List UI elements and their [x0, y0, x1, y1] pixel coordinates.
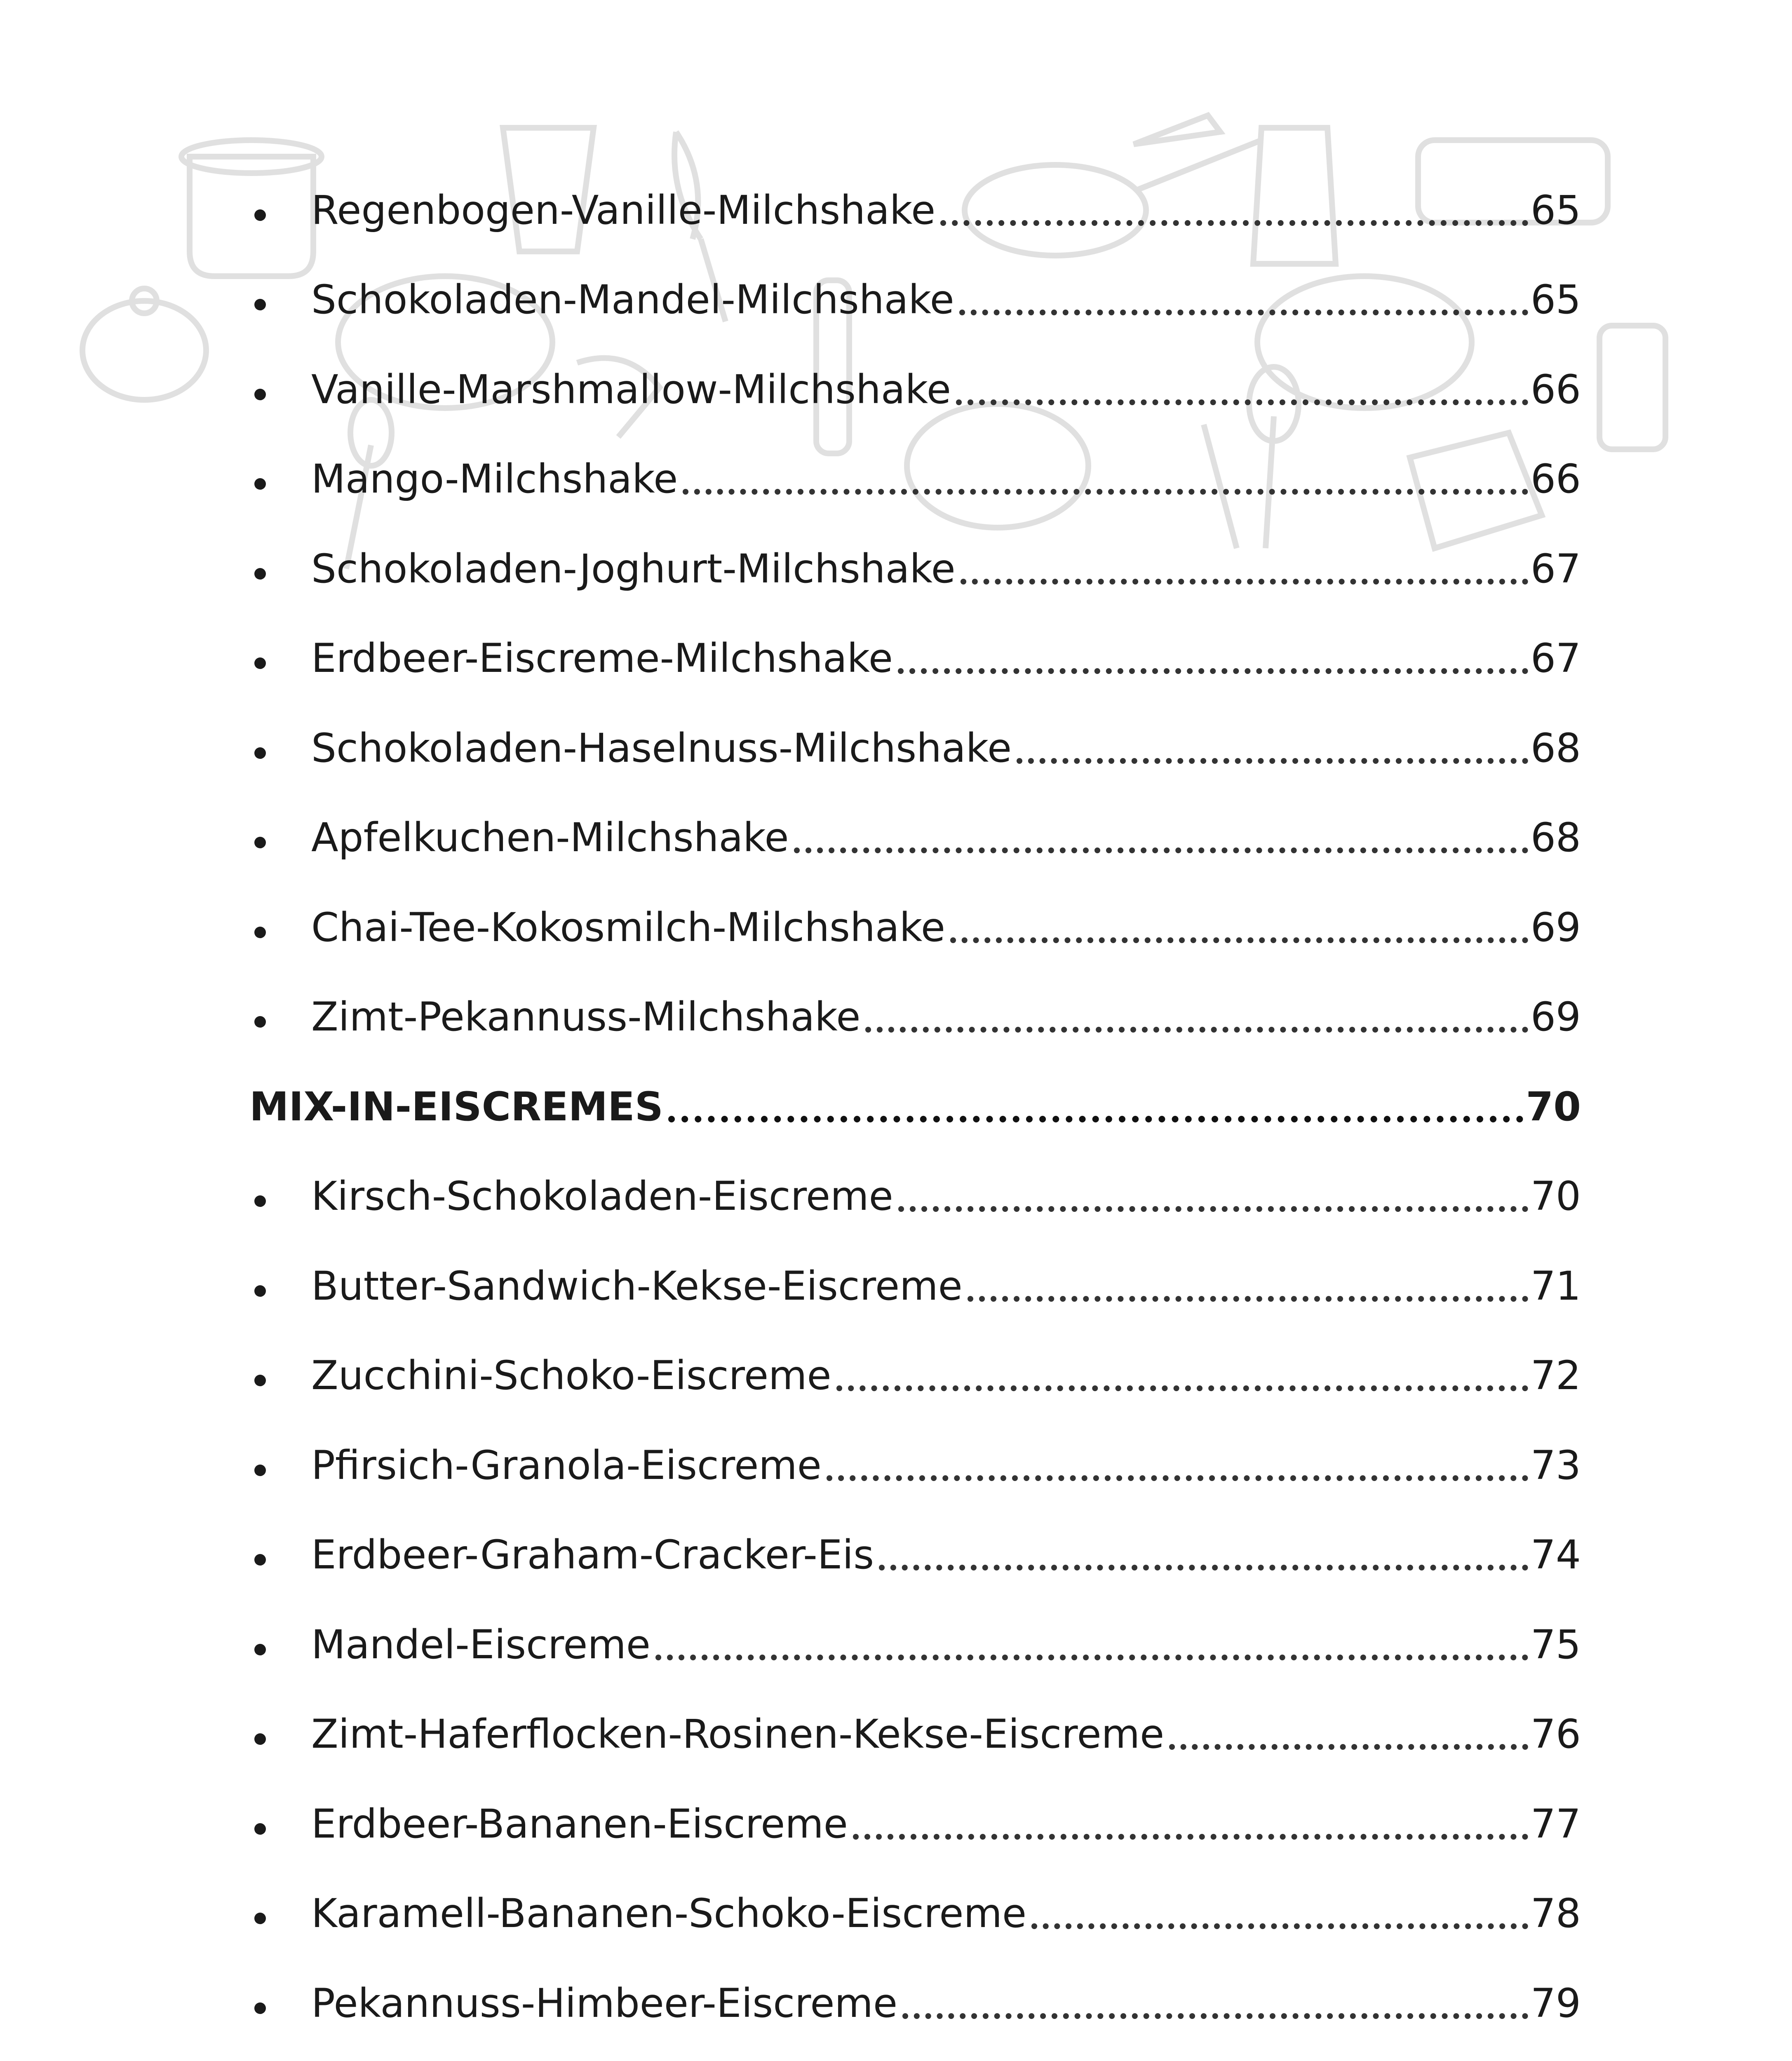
toc-entry[interactable]: [249, 980, 1581, 1042]
dot-leader: [959, 310, 1528, 315]
dot-leader: [1031, 1923, 1528, 1929]
toc-section-page: 70: [1526, 1084, 1581, 1130]
toc-entry-title: Erdbeer-Eiscreme-Milchshake: [311, 635, 893, 681]
toc-entry-title: Chai-Tee-Kokosmilch-Milchshake: [311, 904, 945, 951]
toc-entry-title: Zucchini-Schoko-Eiscreme: [311, 1352, 831, 1399]
bullet-icon: [249, 275, 311, 324]
toc-entry[interactable]: [249, 532, 1581, 594]
bullet-icon: [249, 454, 311, 504]
dot-leader: [879, 1565, 1528, 1570]
toc-entry-page: 71: [1530, 1263, 1581, 1309]
toc-section-heading[interactable]: [249, 1070, 1581, 1131]
dot-leader: [968, 1296, 1528, 1302]
bullet-icon: [249, 1799, 311, 1849]
toc-entry[interactable]: [249, 2056, 1581, 2061]
toc-entry-page: 74: [1530, 1532, 1581, 1578]
toc-entry[interactable]: [249, 1876, 1581, 1938]
toc-entry[interactable]: [249, 173, 1581, 235]
toc-entry-page: 75: [1530, 1622, 1581, 1668]
toc-entry[interactable]: [249, 621, 1581, 683]
toc-entry-title: Schokoladen-Haselnuss-Milchshake: [311, 725, 1012, 771]
bullet-icon: [249, 723, 311, 773]
dot-leader: [865, 1027, 1528, 1033]
dot-leader: [902, 2013, 1528, 2019]
toc-entry[interactable]: [249, 800, 1581, 862]
toc-entry[interactable]: [249, 1518, 1581, 1580]
toc-entry-page: 76: [1530, 1711, 1581, 1757]
dot-leader: [961, 579, 1528, 584]
dot-leader: [940, 220, 1528, 226]
dot-leader: [827, 1475, 1528, 1481]
toc-entry-page: 70: [1530, 1173, 1581, 1219]
bullet-icon: [249, 1979, 311, 2028]
bullet-icon: [249, 634, 311, 683]
toc-entry-title: Schokoladen-Joghurt-Milchshake: [311, 546, 956, 592]
bullet-icon: [249, 992, 311, 1042]
toc-entry-title: Zimt-Haferflocken-Rosinen-Kekse-Eiscreme: [311, 1711, 1165, 1757]
toc-entry-page: 73: [1530, 1442, 1581, 1488]
toc-entry-page: 65: [1530, 187, 1581, 233]
toc-entry-page: 67: [1530, 635, 1581, 681]
toc-entry[interactable]: [249, 352, 1581, 414]
toc-entry-page: 66: [1530, 366, 1581, 413]
dot-leader: [898, 668, 1528, 674]
toc-entry-page: 66: [1530, 456, 1581, 502]
toc-entry[interactable]: [249, 1966, 1581, 2028]
bullet-icon: [249, 1889, 311, 1938]
toc-entry-title: Butter-Sandwich-Kekse-Eiscreme: [311, 1263, 963, 1309]
bullet-icon: [249, 544, 311, 594]
toc-entry-title: Kirsch-Schokoladen-Eiscreme: [311, 1173, 893, 1219]
toc-entry[interactable]: [249, 1787, 1581, 1849]
toc-section-title: MIX-IN-EISCREMES: [249, 1084, 663, 1130]
dot-leader: [898, 1206, 1528, 1212]
bullet-icon: [249, 1261, 311, 1311]
bullet-icon: [249, 1530, 311, 1580]
bullet-icon: [249, 1351, 311, 1400]
toc-entry[interactable]: [249, 890, 1581, 952]
toc-entry-page: 69: [1530, 994, 1581, 1040]
toc-entry-title: Vanille-Marshmallow-Milchshake: [311, 366, 951, 413]
toc-entry-title: Zimt-Pekannuss-Milchshake: [311, 994, 861, 1040]
bullet-icon: [249, 1709, 311, 1759]
dot-leader: [655, 1655, 1528, 1660]
toc-entry-title: Regenbogen-Vanille-Milchshake: [311, 187, 936, 233]
dot-leader: [668, 1116, 1524, 1122]
toc-entry[interactable]: [249, 1249, 1581, 1311]
toc-entry-page: 65: [1530, 277, 1581, 323]
toc-entry[interactable]: [249, 1608, 1581, 1669]
dot-leader: [1169, 1744, 1528, 1750]
toc-entry[interactable]: [249, 442, 1581, 504]
bullet-icon: [249, 1441, 311, 1490]
toc-entry-title: Pekannuss-Himbeer-Eiscreme: [311, 1980, 897, 2026]
dot-leader: [1017, 758, 1528, 764]
dot-leader: [950, 937, 1528, 943]
toc-entry-title: Schokoladen-Mandel-Milchshake: [311, 277, 954, 323]
bullet-icon: [249, 813, 311, 862]
toc-entry[interactable]: [249, 1428, 1581, 1490]
toc-entry-title: Karamell-Bananen-Schoko-Eiscreme: [311, 1890, 1027, 1937]
toc-entry-page: 77: [1530, 1801, 1581, 1847]
toc-entry-page: 67: [1530, 546, 1581, 592]
bullet-icon: [249, 1620, 311, 1669]
toc-entry-page: 69: [1530, 904, 1581, 951]
toc-entry[interactable]: [249, 263, 1581, 324]
toc-entry-page: 78: [1530, 1890, 1581, 1937]
toc-entry-title: Mandel-Eiscreme: [311, 1622, 651, 1668]
toc-entry-title: Mango-Milchshake: [311, 456, 678, 502]
dot-leader: [853, 1834, 1528, 1840]
bullet-icon: [249, 1171, 311, 1221]
bullet-icon: [249, 185, 311, 235]
toc-entry-page: 68: [1530, 815, 1581, 861]
toc-entry-title: Erdbeer-Bananen-Eiscreme: [311, 1801, 848, 1847]
bullet-icon: [249, 903, 311, 952]
toc-entry-page: 68: [1530, 725, 1581, 771]
toc-entry[interactable]: [249, 1159, 1581, 1221]
toc-entry-title: Erdbeer-Graham-Cracker-Eis: [311, 1532, 874, 1578]
toc-entry[interactable]: [249, 711, 1581, 773]
dot-leader: [683, 489, 1528, 495]
toc-entry-title: Pfirsich-Granola-Eiscreme: [311, 1442, 822, 1488]
toc-entry-title: Apfelkuchen-Milchshake: [311, 815, 789, 861]
dot-leader: [836, 1385, 1528, 1391]
dot-leader: [794, 847, 1528, 853]
toc-entry[interactable]: [249, 1697, 1581, 1759]
bullet-icon: [249, 365, 311, 414]
dot-leader: [956, 399, 1528, 405]
toc-entry-page: 79: [1530, 1980, 1581, 2026]
toc-entry-page: 72: [1530, 1352, 1581, 1399]
toc-entry[interactable]: [249, 1338, 1581, 1400]
